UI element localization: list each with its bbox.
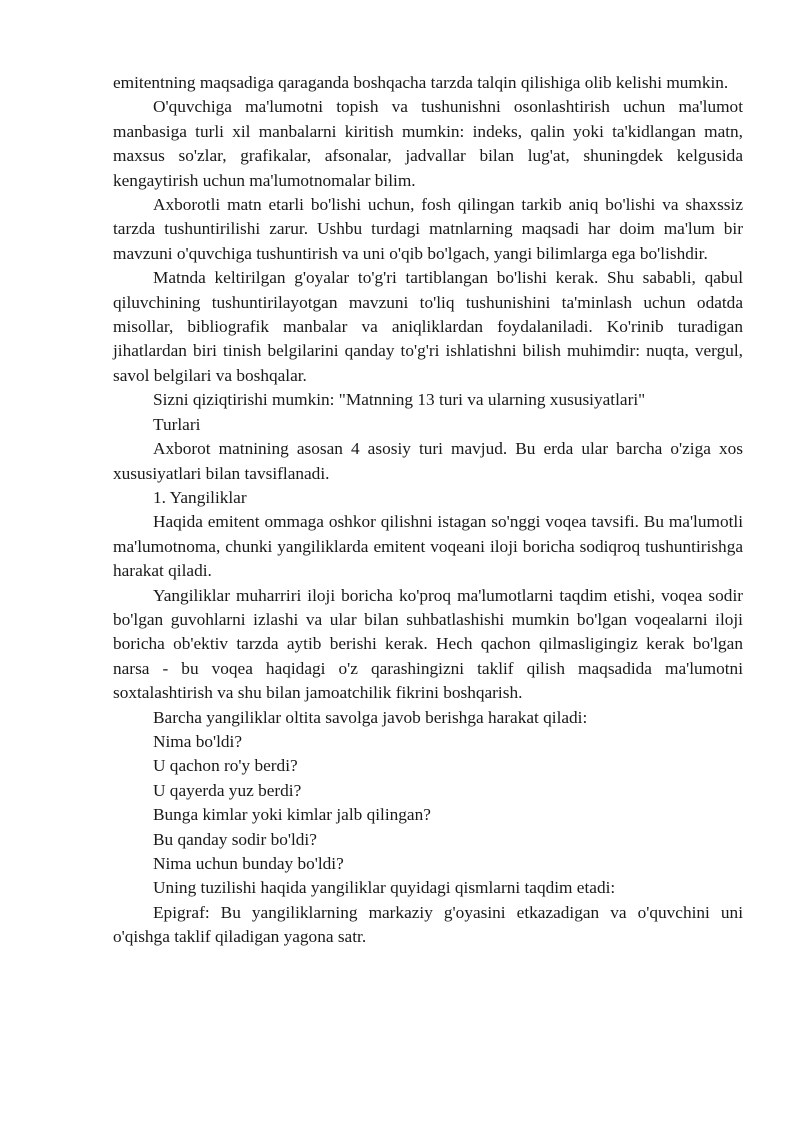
question-who: Bunga kimlar yoki kimlar jalb qilingan? [153, 805, 431, 825]
paragraph-news-definition: Haqida emitent ommaga oshkor qilishni istagan so'nggi voqea tavsifi. Bu ma'lumotli ma'lumotnoma, chunki yangiliklarda emitent voqeani iloji boricha sodiqroq tushuntirishga harakat qiladi. [113, 512, 743, 581]
related-link-line: Sizni qiziqtirishi mumkin: "Matnning 13 turi va ularning xususiyatlari" [153, 390, 646, 410]
questions-intro-line: Barcha yangiliklar oltita savolga javob berishga harakat qiladi: [153, 707, 588, 727]
subheading-news: 1. Yangiliklar [153, 487, 247, 507]
paragraph-reader-aids: O'quvchiga ma'lumotni topish va tushunishni osonlashtirish uchun ma'lumot manbasiga turli xil manbalarni kiritish mumkin: indeks, qalin yoki ta'kidlangan matn, maxsus so'zlar, grafikalar, afsonalar, jadvallar bilan lug'at, shuningdek kelgusida kengaytirish uchun ma'lumotnomalar bilim. [113, 97, 743, 190]
paragraph-informative-text: Axborotli matn etarli bo'lishi uchun, fosh qilingan tarkib aniq bo'lishi va shaxssiz tarzda tushuntirilishi zarur. Ushbu turdagi matnlarning maqsadi har doim ma'lum bir mavzuni o'quvchiga tushuntirish va uni o'qib bo'lgach, yangi bilimlarga ega bo'lishdir. [113, 195, 743, 263]
structure-intro-line: Uning tuzilishi haqida yangiliklar quyidagi qismlarni taqdim etadi: [153, 878, 616, 898]
question-when: U qachon ro'y berdi? [153, 756, 298, 776]
question-where: U qayerda yuz berdi? [153, 780, 302, 800]
question-how: Bu qanday sodir bo'ldi? [153, 829, 317, 849]
section-heading-types: Turlari [153, 414, 201, 434]
paragraph-continuation: emitentning maqsadiga qaraganda boshqacha tarzda talqin qilishiga olib kelishi mumkin. [113, 73, 729, 92]
paragraph-news-editor: Yangiliklar muharriri iloji boricha ko'proq ma'lumotlarni taqdim etishi, voqea sodir bo'lgan guvohlarni izlashi va ular bilan suhbatlashishi mumkin bo'lgan voqealarni iloji boricha ob'ektiv tarzda aytib berishi kerak. Hech qachon qilmasligingiz kerak bo'lgan narsa - bu voqea haqidagi o'z qarashingizni taklif qilish maqsadida ma'lumotni soxtalashtirish va shu bilan jamoatchilik fikrini boshqarish. [113, 585, 743, 703]
paragraph-idea-order: Matnda keltirilgan g'oyalar to'g'ri tartiblangan bo'lishi kerak. Shu sababli, qabul qiluvchining tushuntirilayotgan mavzuni to'liq tushunishini ta'minlash uchun odatda misollar, bibliografik manbalar va aniqliklardan foydalaniladi. Ko'rinib turadigan jihatlardan biri tinish belgilarini qanday to'g'ri ishlatishni bilish muhimdir: nuqta, vergul, savol belgilari va boshqalar. [113, 268, 743, 385]
paragraph-epigraph: Epigraf: Bu yangiliklarning markaziy g'oyasini etkazadigan va o'quvchini uni o'qishga taklif qiladigan yagona satr. [113, 902, 743, 947]
document-page [113, 71, 743, 950]
question-what: Nima bo'ldi? [153, 731, 243, 751]
paragraph-types-intro: Axborot matnining asosan 4 asosiy turi mavjud. Bu erda ular barcha o'ziga xos xususiyatlari bilan tavsiflanadi. [113, 439, 743, 483]
question-why: Nima uchun bunday bo'ldi? [153, 854, 344, 873]
